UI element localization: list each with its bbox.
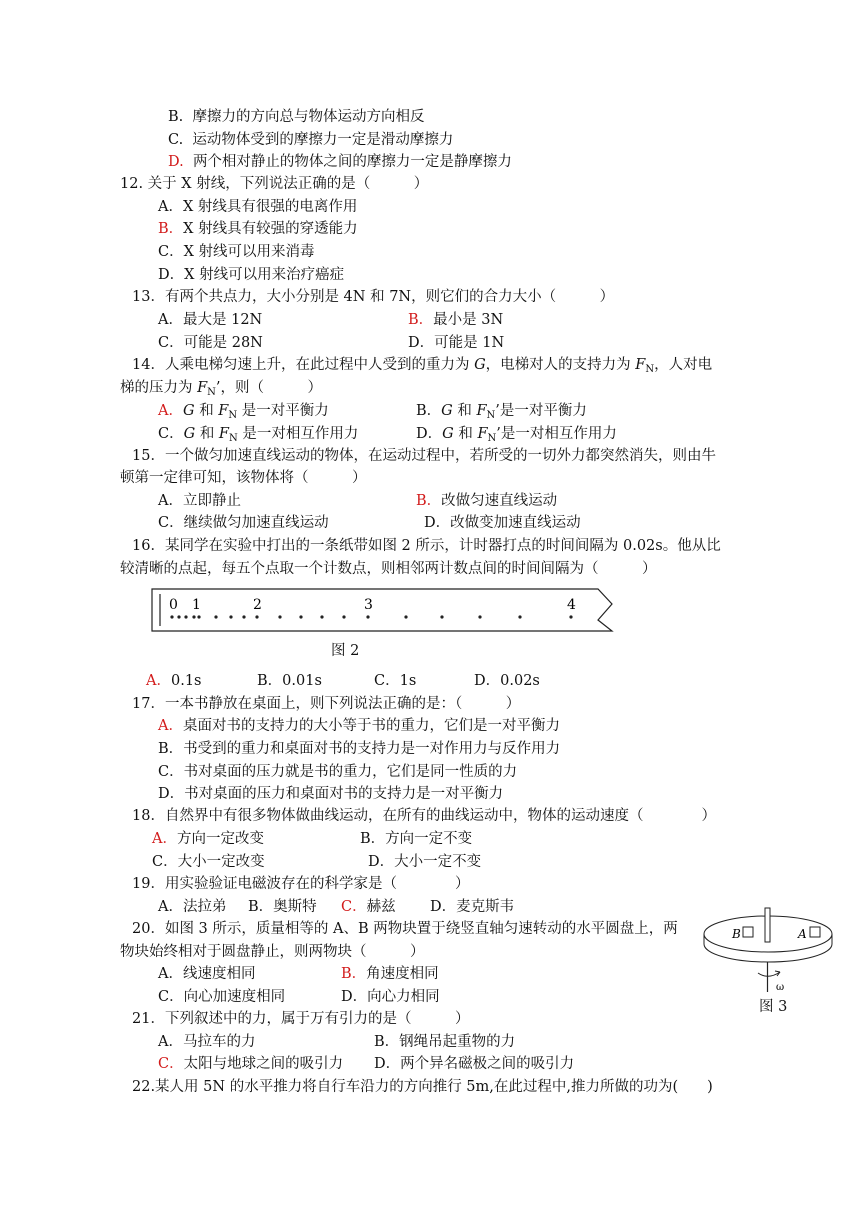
option-letter: C． (152, 854, 178, 870)
rotating-disc-figure (698, 904, 838, 996)
q20-stem-line2: 物块始终相对于圆盘静止，则两物块（ ） (120, 944, 425, 960)
tape-label-4: 4 (567, 597, 576, 613)
q15-option-a (158, 492, 241, 510)
option-text: 向心加速度相同 (183, 989, 286, 1005)
option-letter: B． (416, 403, 442, 419)
stem-text: ，电梯对人的支持力为 (485, 357, 631, 373)
tape-dot (366, 615, 369, 618)
option-letter: B． (248, 899, 274, 915)
q12-option-d (158, 266, 344, 284)
block-a-label: A (798, 927, 807, 941)
figure-2-caption: 图 2 (331, 643, 360, 659)
block-b-label: B (732, 927, 741, 941)
symbol-fn: F (635, 357, 646, 373)
tape-dot (518, 615, 521, 618)
option-text: 方向一定改变 (176, 831, 264, 847)
option-letter: B． (360, 831, 386, 847)
tape-dot (170, 615, 173, 618)
q15-stem-line1: 15．一个做匀加速直线运动的物体，在运动过程中，若所受的一切外力都突然消失，则由牛 (132, 448, 716, 464)
symbol-fn: F (197, 380, 208, 396)
q17-option-c (158, 763, 517, 781)
q12-stem: 12. 关于 X 射线，下列说法正确的是（ ） (120, 176, 429, 192)
q17-option-b (158, 740, 560, 758)
option-letter: C． (158, 335, 184, 351)
q13-stem: 13．有两个共点力，大小分别是 4N 和 7N，则它们的合力大小（ ） (132, 289, 615, 305)
option-text: 1s (399, 673, 417, 689)
q19-stem: 19．用实验验证电磁波存在的科学家是（ ） (132, 876, 470, 892)
option-letter: B． (341, 966, 367, 982)
symbol-subscript: N (228, 410, 238, 421)
option-text: 和 (457, 403, 472, 419)
option-text: 是一对相互作用力 (242, 426, 359, 442)
tape-dot (184, 615, 187, 618)
symbol-fn: F (218, 426, 229, 442)
option-text: 钢绳吊起重物的力 (399, 1034, 516, 1050)
option-text: 0.02s (500, 673, 540, 689)
stem-text: 14．人乘电梯匀速上升，在此过程中人受到的重力为 (132, 357, 470, 373)
option-text: 书对桌面的压力和桌面对书的支持力是一对平衡力 (184, 786, 504, 802)
option-letter: B． (408, 312, 434, 328)
option-text: 和 (458, 426, 473, 442)
option-letter: B． (158, 221, 184, 237)
tape-dot (320, 615, 323, 618)
option-text: 最小是 3N (433, 312, 504, 328)
option-letter: C． (158, 764, 184, 780)
option-letter: B． (374, 1034, 400, 1050)
option-text: 最大是 12N (182, 312, 263, 328)
tape-dot (214, 615, 217, 618)
option-text: 大小一定改变 (177, 854, 265, 870)
q20-option-b (341, 965, 439, 983)
option-text: 两个相对静止的物体之间的摩擦力一定是静摩擦力 (192, 154, 512, 170)
q17-stem: 17．一本书静放在桌面上，则下列说法正确的是：（ ） (132, 696, 521, 712)
tape-dot (404, 615, 407, 618)
option-text: 和 (199, 403, 214, 419)
q17-option-a (158, 717, 560, 735)
symbol-g: G (474, 357, 486, 373)
tape-dot (192, 615, 195, 618)
option-text: X 射线具有很强的电离作用 (182, 199, 358, 215)
option-letter: C． (158, 244, 184, 260)
option-text: 运动物体受到的摩擦力一定是滑动摩擦力 (192, 132, 454, 148)
q18-option-b (360, 830, 472, 848)
option-text: 改做匀速直线运动 (441, 493, 558, 509)
symbol-g: G (441, 403, 453, 419)
symbol-subscript: N (645, 364, 655, 375)
q15-option-d (424, 514, 581, 532)
option-letter: D． (424, 515, 451, 531)
q21-option-a (158, 1033, 255, 1051)
symbol-g: G (442, 426, 454, 442)
symbol-g: G (182, 403, 195, 419)
tape-label-1: 1 (192, 597, 201, 613)
option-text: 奥斯特 (273, 899, 317, 915)
option-text: 方向一定不变 (385, 831, 473, 847)
q14-option-a (158, 402, 329, 425)
q16-stem-line2: 较清晰的点起，每五个点取一个计数点，则相邻两计数点间的时间间隔为（ ） (120, 561, 657, 577)
q19-option-a (158, 898, 226, 916)
q16-option-c (374, 672, 416, 690)
option-letter: D． (430, 899, 457, 915)
option-letter: A． (158, 403, 183, 419)
q11-option-d (168, 153, 512, 171)
q16-option-d (474, 672, 540, 690)
option-letter: D． (416, 426, 443, 442)
tape-dot (478, 615, 481, 618)
q14-option-b (416, 402, 587, 425)
q17-option-d (158, 785, 503, 803)
option-text: 线速度相同 (182, 966, 256, 982)
option-text: 两个异名磁极之间的吸引力 (400, 1056, 575, 1072)
tape-label-2: 2 (253, 597, 262, 613)
paper-tape-outline (152, 589, 612, 631)
option-text: 可能是 28N (183, 335, 263, 351)
option-text: ’是一对平衡力 (495, 403, 587, 419)
tape-dot (440, 615, 443, 618)
option-letter: C． (158, 515, 184, 531)
option-letter: C． (374, 673, 400, 689)
option-letter: D． (158, 267, 185, 283)
option-text: 麦克斯韦 (456, 899, 515, 915)
q14-stem-line1 (132, 356, 712, 379)
q11-option-c (168, 131, 453, 149)
stem-text: ，人对电 (654, 357, 713, 373)
option-text: 大小一定不变 (394, 854, 482, 870)
omega-label: ω (776, 982, 785, 993)
q20-option-c (158, 988, 285, 1006)
q16-option-a (146, 672, 202, 690)
option-letter: B． (416, 493, 442, 509)
q13-option-c (158, 334, 263, 352)
option-letter: A． (146, 673, 171, 689)
option-text: X 射线可以用来消毒 (183, 244, 315, 260)
block-b (743, 927, 753, 937)
q15-option-c (158, 514, 329, 532)
option-letter: B. (168, 109, 184, 125)
block-a (810, 927, 820, 937)
q13-option-b (408, 311, 503, 329)
tape-dot (569, 615, 572, 618)
symbol-subscript: N (207, 387, 216, 398)
symbol-g: G (183, 426, 196, 442)
q18-stem: 18．自然界中有很多物体做曲线运动，在所有的曲线运动中，物体的运动速度（ ） (132, 808, 716, 824)
symbol-fn: F (477, 426, 488, 442)
q21-stem: 21．下列叙述中的力，属于万有引力的是（ ） (132, 1011, 470, 1027)
option-letter: D． (341, 989, 368, 1005)
q14-option-c (158, 425, 358, 448)
option-letter: A． (158, 966, 183, 982)
q19-option-c (341, 898, 396, 916)
option-text: 0.01s (282, 673, 322, 689)
q15-option-b (416, 492, 557, 510)
q21-option-b (374, 1033, 515, 1051)
option-letter: C. (168, 132, 184, 148)
option-text: 和 (199, 426, 215, 442)
vertical-axle (765, 908, 770, 942)
option-text: 角速度相同 (366, 966, 439, 982)
q21-option-c (158, 1055, 343, 1073)
tape-label-3: 3 (364, 597, 373, 613)
option-letter: A． (158, 312, 183, 328)
option-text: 是一对平衡力 (241, 403, 329, 419)
option-letter: D． (474, 673, 501, 689)
option-letter: A． (158, 493, 183, 509)
q12-option-a (158, 198, 357, 216)
option-text: 太阳与地球之间的吸引力 (183, 1056, 344, 1072)
tape-dot (242, 615, 245, 618)
tape-dot (229, 615, 232, 618)
option-text: 马拉车的力 (182, 1034, 256, 1050)
paper-tape-figure (146, 586, 616, 636)
q21-option-d (374, 1055, 574, 1073)
option-letter: A． (158, 1034, 183, 1050)
option-letter: C． (158, 426, 184, 442)
q12-option-c (158, 243, 315, 261)
tape-dot (278, 615, 281, 618)
q13-option-a (158, 311, 262, 329)
tape-dot (342, 615, 345, 618)
q22-stem: 22.某人用 5N 的水平推力将自行车沿力的方向推行 5m,在此过程中,推力所做的功为( ) (132, 1079, 713, 1095)
q18-option-a (152, 830, 264, 848)
option-letter: C． (341, 899, 367, 915)
symbol-subscript: N (228, 433, 238, 444)
tape-dot (299, 615, 302, 618)
option-text: 0.1s (170, 673, 202, 689)
q18-option-c (152, 853, 265, 871)
option-text: 桌面对书的支持力的大小等于书的重力，它们是一对平衡力 (182, 718, 560, 734)
option-letter: C． (158, 989, 184, 1005)
q11-option-b (168, 108, 424, 126)
q12-option-b (158, 220, 358, 238)
symbol-fn: F (476, 403, 487, 419)
option-letter: A． (152, 831, 177, 847)
symbol-subscript: N (486, 410, 496, 421)
tape-dot (177, 615, 180, 618)
q14-stem-line2 (120, 379, 322, 402)
option-letter: D． (408, 335, 435, 351)
option-text: 书受到的重力和桌面对书的支持力是一对作用力与反作用力 (183, 741, 561, 757)
option-text: 立即静止 (182, 493, 241, 509)
tape-label-0: 0 (169, 597, 178, 613)
q13-option-d (408, 334, 504, 352)
option-text: 赫兹 (366, 899, 396, 915)
option-text: X 射线可以用来治疗癌症 (184, 267, 345, 283)
q20-option-d (341, 988, 440, 1006)
symbol-subscript: N (487, 433, 497, 444)
option-text: 向心力相同 (367, 989, 440, 1005)
option-text: 法拉弟 (182, 899, 227, 915)
q16-option-b (257, 672, 322, 690)
option-letter: D. (168, 154, 184, 170)
option-letter: D． (158, 786, 185, 802)
tape-dot (197, 615, 200, 618)
option-letter: A． (158, 718, 183, 734)
symbol-fn: F (218, 403, 229, 419)
option-letter: A． (158, 199, 183, 215)
stem-text: ’，则（ ） (215, 380, 323, 396)
q16-stem-line1: 16．某同学在实验中打出的一条纸带如图 2 所示，计时器打点的时间间隔为 0.02s。他从比 (132, 538, 721, 554)
q14-option-d (416, 425, 617, 448)
q20-stem-line1: 20．如图 3 所示，质量相等的 A、B 两物块置于绕竖直轴匀速转动的水平圆盘上，两 (132, 921, 678, 937)
option-letter: B． (158, 741, 184, 757)
option-letter: A． (158, 899, 183, 915)
q18-option-d (368, 853, 481, 871)
stem-text: 梯的压力为 (120, 380, 193, 396)
option-letter: B． (257, 673, 283, 689)
q20-option-a (158, 965, 255, 983)
option-text: ’是一对相互作用力 (496, 426, 617, 442)
option-letter: C． (158, 1056, 184, 1072)
option-text: 继续做匀加速直线运动 (183, 515, 329, 531)
q19-option-d (430, 898, 514, 916)
option-letter: D． (368, 854, 395, 870)
option-text: 改做变加速直线运动 (450, 515, 581, 531)
option-text: 书对桌面的压力就是书的重力，它们是同一性质的力 (183, 764, 518, 780)
q15-stem-line2: 顿第一定律可知，该物体将（ ） (120, 470, 367, 486)
option-text: 摩擦力的方向总与物体运动方向相反 (192, 109, 425, 125)
option-letter: D． (374, 1056, 401, 1072)
figure-3-caption: 图 3 (759, 999, 788, 1015)
option-text: X 射线具有较强的穿透能力 (183, 221, 358, 237)
q19-option-b (248, 898, 317, 916)
option-text: 可能是 1N (434, 335, 505, 351)
tape-dot (255, 615, 258, 618)
